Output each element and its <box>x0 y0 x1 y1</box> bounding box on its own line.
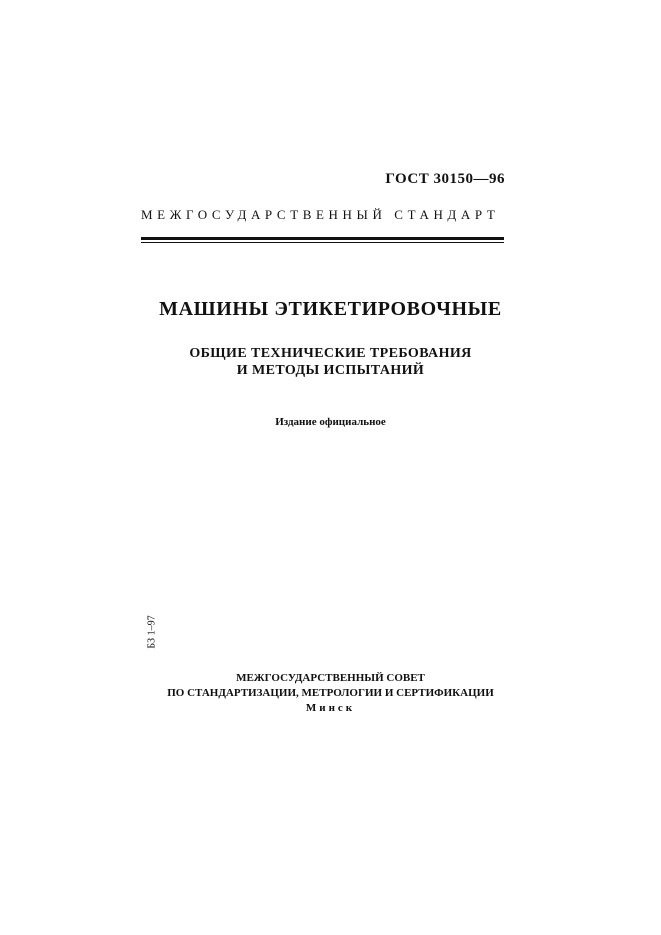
subtitle-line-1: ОБЩИЕ ТЕХНИЧЕСКИЕ ТРЕБОВАНИЯ <box>189 346 472 361</box>
standard-type-heading: МЕЖГОСУДАРСТВЕННЫЙ СТАНДАРТ <box>141 207 500 222</box>
subtitle-line-2: И МЕТОДЫ ИСПЫТАНИЙ <box>236 363 425 378</box>
document-title: МАШИНЫ ЭТИКЕТИРОВОЧНЫЕ <box>159 298 502 320</box>
header-rule-thick <box>141 237 504 240</box>
gost-number: ГОСТ 30150—96 <box>385 171 505 187</box>
publisher-line-1: МЕЖГОСУДАРСТВЕННЫЙ СОВЕТ <box>236 672 425 684</box>
header-rule-thin <box>141 242 504 243</box>
side-code-text: БЗ 1–97 <box>146 615 158 649</box>
document-subtitle <box>0 345 661 379</box>
publisher-block <box>0 671 661 716</box>
edition-note: Издание официальное <box>275 416 386 428</box>
publisher-city: Минск <box>305 702 356 714</box>
publisher-line-2: ПО СТАНДАРТИЗАЦИИ, МЕТРОЛОГИИ И СЕРТИФИКАЦИИ <box>167 687 494 699</box>
side-code <box>145 610 159 654</box>
